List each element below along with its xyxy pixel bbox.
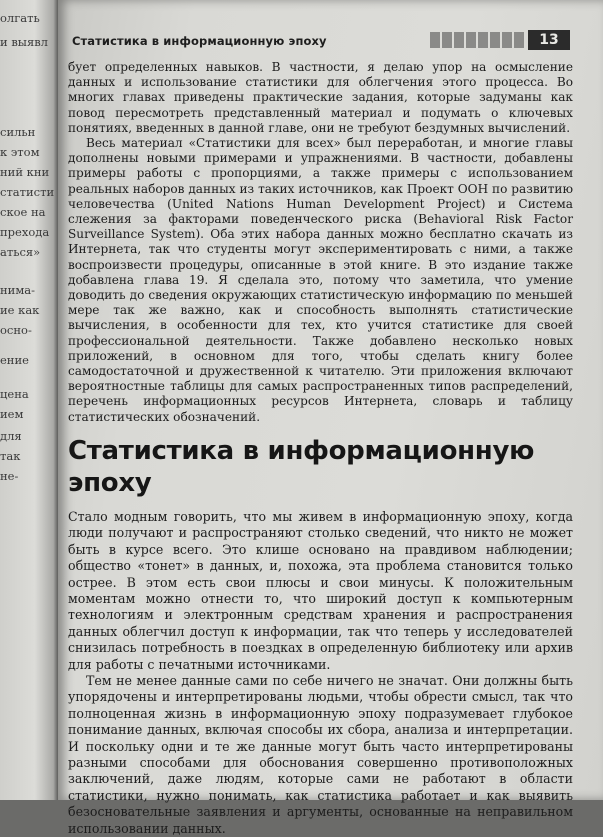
left-page-text-fragment: сильн <box>0 125 36 139</box>
left-page-text-fragment: ское на <box>0 205 46 219</box>
left-page-text-fragment: ием <box>0 407 24 421</box>
left-page-text-fragment: не- <box>0 469 19 483</box>
left-page-text-fragment: цена <box>0 387 29 401</box>
left-facing-page <box>0 0 58 800</box>
left-page-text-fragment: ение <box>0 353 29 367</box>
paragraph: Стало модным говорить, что мы живем в информационную эпоху, когда люди получают и распространяют столько сведений, что никто не может быть в курсе всего. Это клише основано на правдивом наблюдении; общество «тонет» в данных, и, похожа, эта проблема становится только острее. В этом есть свои плюсы и свои минусы. К положительным моментам можно отнести то, что широкий доступ к компьютерным технологиям и электронным средствам хранения и распространения данных облегчил доступ к информации, так что теперь у исследователей снизилась потребность в поездках в определенную библиотеку или архив для работы с печатными источниками. <box>68 508 573 672</box>
left-page-text-fragment: прехода <box>0 225 50 239</box>
page-number: 13 <box>528 30 570 50</box>
left-page-text-fragment: олгать <box>0 11 40 25</box>
paragraph: Тем не менее данные сами по себе ничего не значат. Они должны быть упорядочены и интерпретированы людьми, чтобы обрести смысл, так что полноценная жизнь в информационную эпоху подразумевает глубокое понимание данных, включая способы их сбора, анализа и интерпретации. И поскольку одни и те же данные могут быть часто интерпретированы разными способами для обоснования совершенно противоположных заключений, даже людям, которые сами не работают в области статистики, нужно понимать, как статистика работает и как выявить безосновательные заявления и аргументы, основанные на неправильном использовании данных. <box>68 672 573 836</box>
left-page-text-fragment: к этом <box>0 145 40 159</box>
left-page-text-fragment: и выявл <box>0 35 48 49</box>
left-page-text-fragment: ие как <box>0 303 40 317</box>
page-content <box>68 60 573 837</box>
paragraph: Весь материал «Статистики для всех» был переработан, и многие главы дополнены новыми примерами и упражнениями. В частности, добавлены примеры работы с пропорциями, а также примеры с использованием реальных наборов данных из таких источников, как Проект ООН по развитию человечества (United Nations Human Development Project) и Система слежения за факторами поведенческого риска (Behavioral Risk Factor Surveillance System). Оба этих набора данных можно бесплатно скачать из Интернета, так что студенты могут экспериментировать с ними, а также воспроизвести процедуры, описанные в этой книге. В это издание также добавлена глава 19. Я сделала это, потому что заметила, что умение доводить до сведения окружающих статистическую информацию по меньшей мере так же важно, как и способность выполнять статистические вычисления, в особенности для тех, кто учится статистике для своей профессиональной деятельности. Также добавлено несколько новых приложений, в основном для того, чтобы сделать книгу более самодостаточной и дружественной к читателю. Эти приложения включают вероятностные таблицы для самых распространенных типов распределений, перечень информационных ресурсов Интернета, словарь и таблицу статистических обозначений. <box>68 136 573 424</box>
running-head-title: Статистика в информационную эпоху <box>72 34 327 48</box>
left-page-text-fragment: нима- <box>0 283 36 297</box>
running-head-decoration <box>430 32 524 48</box>
left-page-text-fragment: осно- <box>0 323 32 337</box>
left-page-text-fragment: аться» <box>0 245 41 259</box>
book-page <box>58 0 603 836</box>
left-page-text-fragment: для <box>0 429 22 443</box>
paragraph: бует определенных навыков. В частности, я делаю упор на осмысление данных и использование статистики для облегчения этого процесса. Во многих главах приведены практические задания, которые задуманы как повод пересмотреть представленный материал и подумать о ключевых понятиях, введенных в данной главе, они не требуют бездумных вычислений. <box>68 60 573 135</box>
section-heading: Статистика в информационную эпоху <box>68 435 535 498</box>
left-page-text-fragment: ний кни <box>0 165 50 179</box>
left-page-text-fragment: так <box>0 449 21 463</box>
running-head <box>58 30 603 50</box>
left-page-text-fragment: статисти <box>0 185 55 199</box>
